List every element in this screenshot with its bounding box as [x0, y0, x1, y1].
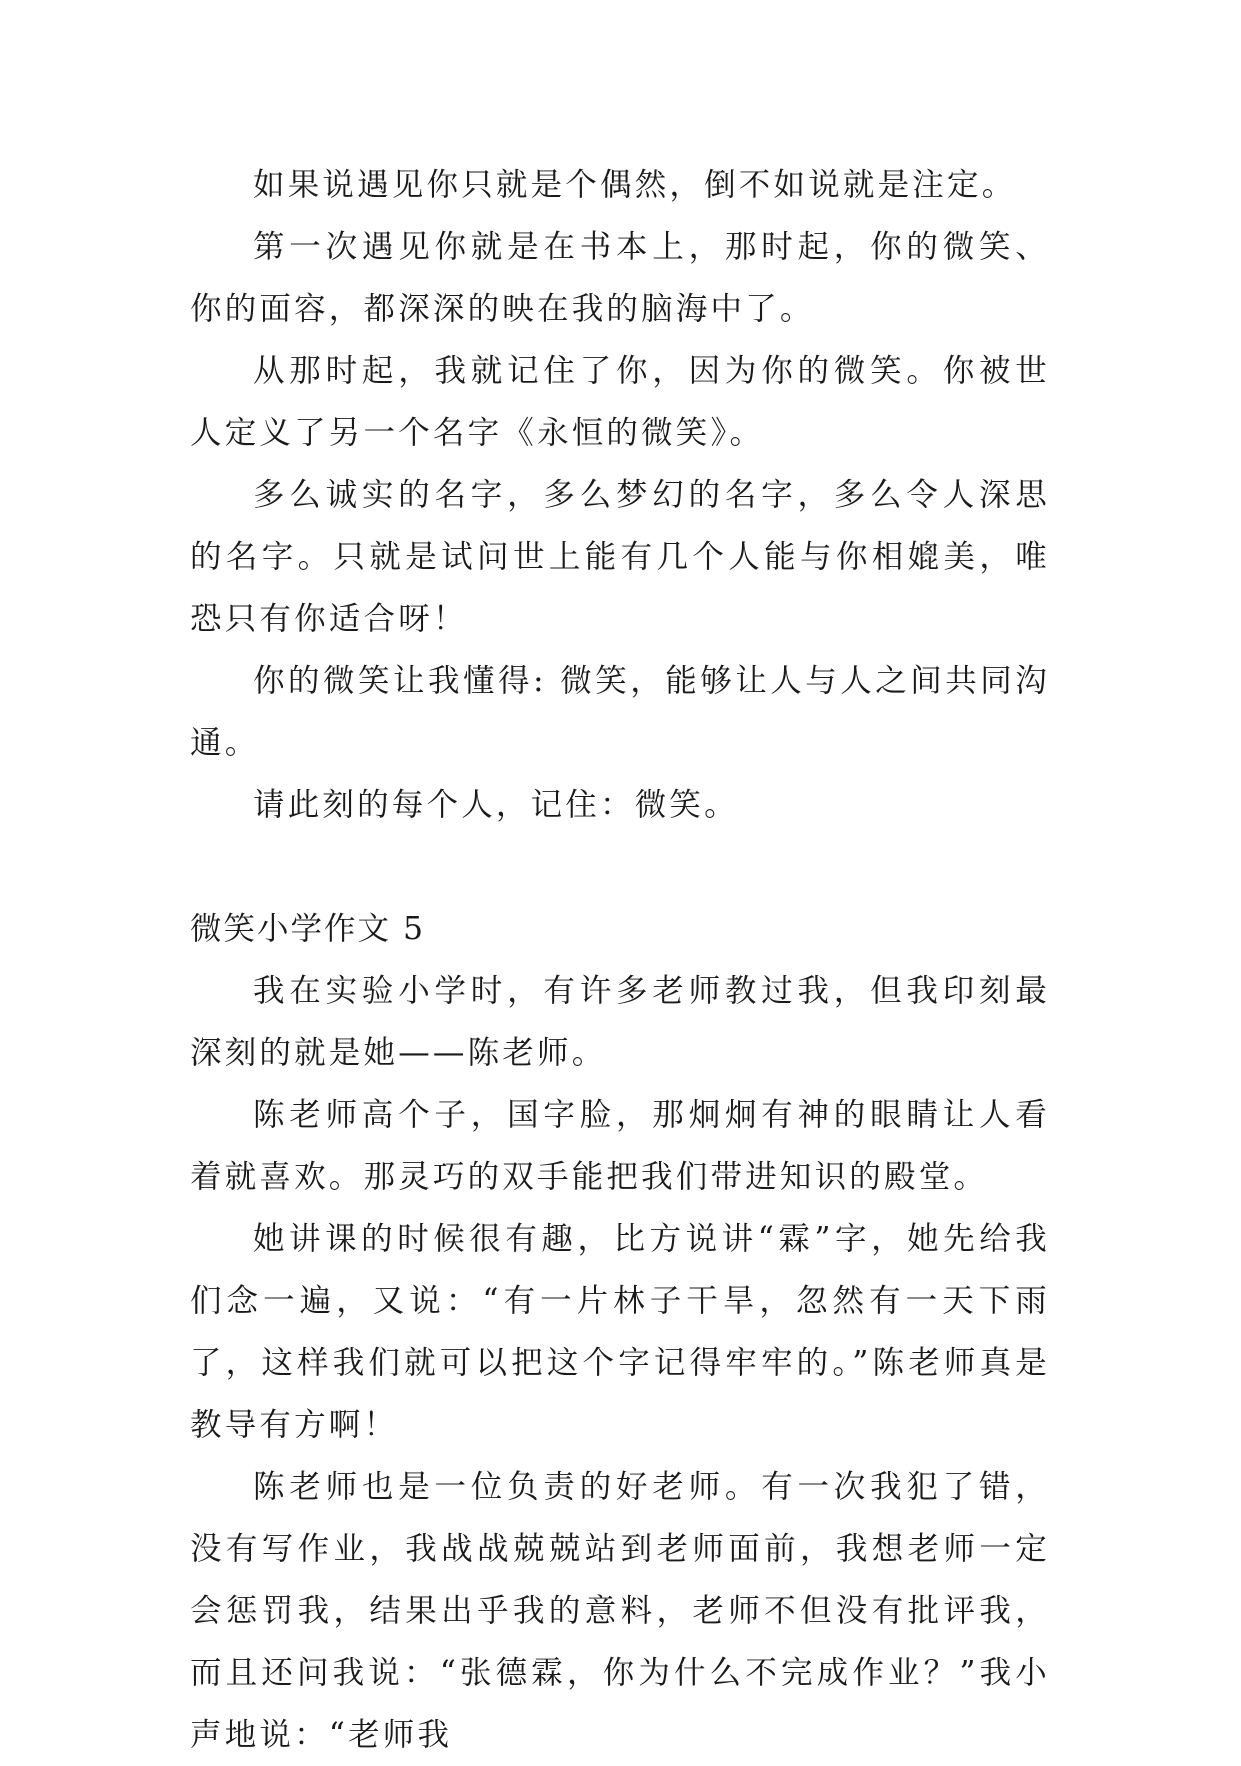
paragraph: 我在实验小学时，有许多老师教过我，但我印刻最深刻的就是她——陈老师。 [190, 973, 1050, 1071]
paragraph: 陈老师高个子，国字脸，那炯炯有神的眼睛让人看着就喜欢。那灵巧的双手能把我们带进知识的殿堂。 [190, 1097, 1050, 1195]
paragraph: 如果说遇见你只就是个偶然，倒不如说就是注定。 [253, 167, 1017, 203]
paragraph: 请此刻的每个人，记住：微笑。 [253, 787, 739, 823]
section-title: 微笑小学作文 5 [190, 911, 426, 947]
paragraph: 你的微笑让我懂得: 微笑，能够让人与人之间共同沟通。 [190, 663, 1050, 761]
document-body [190, 154, 1050, 1766]
paragraph: 从那时起，我就记住了你，因为你的微笑。你被世人定义了另一个名字《永恒的微笑》。 [190, 353, 1050, 451]
section-gap [190, 836, 1050, 898]
paragraph: 第一次遇见你就是在书本上，那时起，你的微笑、你的面容，都深深的映在我的脑海中了。 [190, 229, 1050, 327]
paragraph: 陈老师也是一位负责的好老师。有一次我犯了错，没有写作业，我战战兢兢站到老师面前，我想老师一定会惩罚我，结果出乎我的意料，老师不但没有批评我，而且还问我说：“张德霖，你为什么不完成作业？”我小声地说：“老师我 [190, 1469, 1050, 1753]
paragraph: 多么诚实的名字，多么梦幻的名字，多么令人深思的名字。只就是试问世上能有几个人能与你相媲美，唯恐只有你适合呀！ [190, 477, 1050, 637]
paragraph: 她讲课的时候很有趣，比方说讲“霖”字，她先给我们念一遍，又说：“有一片林子干旱，忽然有一天下雨了，这样我们就可以把这个字记得牢牢的。”陈老师真是教导有方啊！ [190, 1221, 1050, 1443]
